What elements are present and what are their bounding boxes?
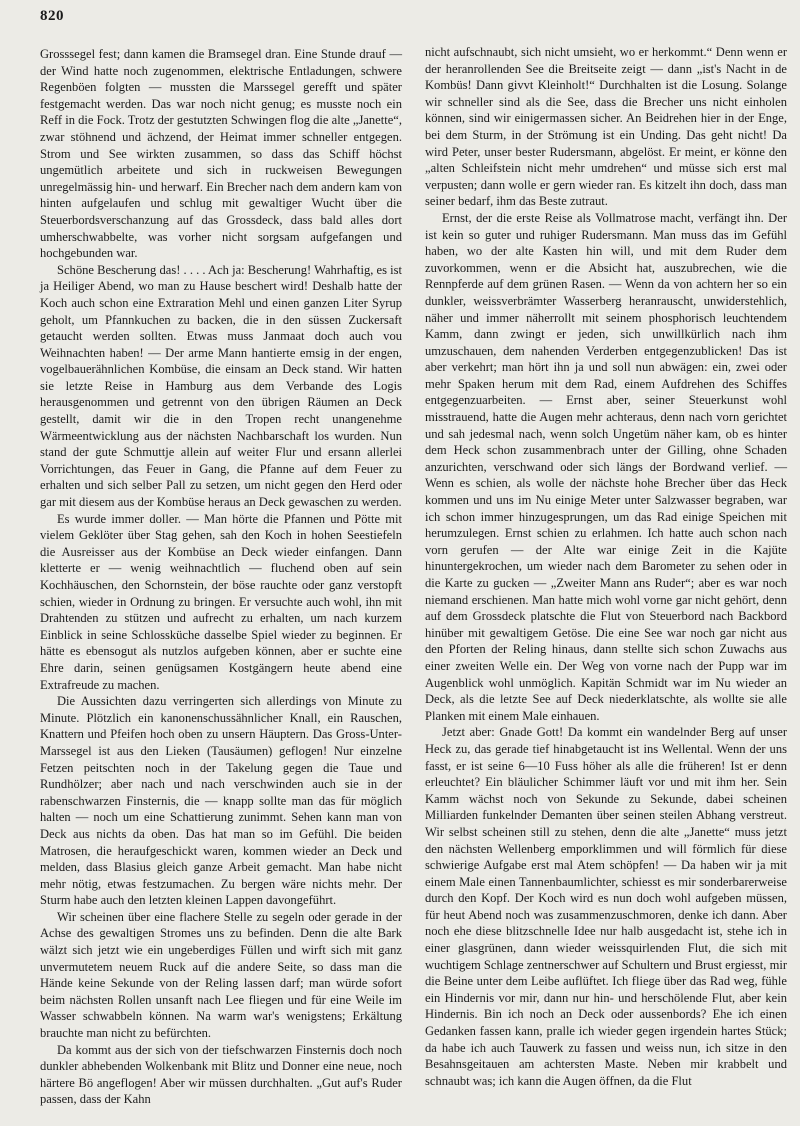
paragraph: Jetzt aber: Gnade Gott! Da kommt ein wandelnder Berg auf unser Heck zu, das gerade tief hinabgetaucht ist ins Wellental. Wenn der uns fasst, er ist seine 6—10 Fuss höher als alle die früheren! Ist er denn erleuchtet? Ein bläulicher Schimmer läuft vor und mit ihm her. Sein Kamm wächst noch von Sekunde zu Sekunde, dabei scheinen Milliarden funkelnder Demanten über seinen steilen Abhang verstreut. Wir selbst scheinen still zu stehen, denn die alte „Janette“ muss jetzt den nächsten Wellenberg emporklimmen und will förmlich für diese schwierige Aufgabe erst mal Atem schöpfen! — Da haben wir ja mit einem Male einen Tannenbaumlichter, schiesst es mir sonderbarerweise durch den Kopf. Der Koch wird es nun doch wohl aufgeben müssen, für heut Abend noch was zusammenzuschmoren, denke ich dann. Aber noch ehe diese blitzschnelle Idee nur halb ausgedacht ist, stehe ich in einer glasgrünen, dann wieder weissquirlenden Flut, die sich mit wuchtigem Schlage zentnerschwer auf Schultern und Brust ergiesst, mir die Beine unter dem Leibe auflüftet. Ich fliege über das Rad weg, fühle ein Hindernis vor mir, dann nur hin- und herschölende Flut, aber kein Hindernis. Bin ich noch an Deck oder aussenbords? Ehe ich einen Gedanken fassen kann, pralle ich wieder gegen irgendein hartes Stück; da habe ich auch Tauwerk zu fassen und weiss nun, ich sitze in den Besahnsgeitauen am achtersten Maste. Neben mir krabbelt und schnaubt was; ich kann die Augen öffnen, da die Flut <box>425 725 787 1088</box>
left-column <box>40 46 402 1108</box>
paragraph: Ernst, der die erste Reise als Vollmatrose macht, verfängt ihn. Der ist kein so guter und ruhiger Rudersmann. Man muss das im Gefühl haben, wo der alte Kasten hin will, und mit dem Ruder dem zuvorkommen, wenn er die Absicht hat, auszubrechen, wie die Rennpferde auf dem grünen Rasen. — Wenn da von achtern her so ein dunkler, weissverbrämter Wasserberg heranrauscht, unwiderstehlich, näher und immer näherrollt mit seinem phosphorisch leuchtendem Kamm, dann zwingt er jeden, sich unwillkürlich nach ihm umzuschauen, dem nahenden Verderben entgegenzublicken! Das ist aber verkehrt; man hört ihn ja und soll nun abwägen: ein, zwei oder mehr Spaken herum mit dem Rad, einem Aufdrehen des Schiffes entgegenzuarbeiten. — Ernst aber, seiner Steuerkunst wohl misstrauend, hatte die Augen mehr achteraus, denn nach vorn gerichtet und sah jedesmal nach, wenn solch Ungetüm näher kam, ob es hinter dem Heck schon zusammenbrach unter der Gilling, ohne Schaden anzurichten, verschwand oder sich längs der Bordwand verlief. — Wenn es schien, als wolle der nächste hohe Brecher über das Heck kommen und uns im Nu einige Meter unter Salzwasser begraben, war ich schon immer hinzugesprungen, um das Rad einige Speichen mit herumzulegen. Ernst schien zu erlahmen. Ich hatte auch schon nach vorn gerufen — der Alte war einige Zeit in die Kajüte hinuntergekrochen, um wieder nach dem Barometer zu sehen oder in die Karte zu gucken — „Zweiter Mann ans Ruder“; aber es war noch niemand erschienen. Man hatte mich wohl vorne gar nicht gehört, denn auf dem Grossdeck platschte die Flut von Steuerbord nach Backbord hinüber mit gewaltigem Getöse. Die eine See war noch gar nicht aus den Pforten der Reling hinaus, dann stellte sich schon Zuwachs aus einer zweiten Welle ein. Der Weg von vorne nach der Pupp war im Augenblick wohl unmöglich. Kapitän Schmidt war im Nu wieder an Deck, als die letzte See auf Deck niederklatschte, als wollte sie alle Planken mit einem Male einhauen. <box>425 210 787 723</box>
paragraph: nicht aufschnaubt, sich nicht umsieht, wo er herkommt.“ Denn wenn er der heranrollenden See die Breitseite zeigt — dann „ist's Nacht in de Kombüs! Dann givvt Kleinholt!“ Durchhalten ist die Losung. Solange wir schneller sind als die See, dass die Brecher uns nicht einholen können, sind wir einigermassen sicher. An Beidrehen hier in der Enge, bei dem Sturm, in der Strömung ist ein Unding. Das geht nicht! Da wird Peter, unser bester Rudersmann, abgelöst. Er meint, er könne den „alten Schleifstein nicht mehr umdrehen“ und müsse sich erst mal verpusten; dann wolle er gern wieder ran. Es kitzelt ihn doch, dass man seiner bedarf, ihm das Beste zutraut. <box>425 45 787 209</box>
paragraph: Da kommt aus der sich von der tiefschwarzen Finsternis doch noch dunkler abhebenden Wolkenbank mit Blitz und Donner eine neue, noch härtere Bö angeflogen! Aber wir müssen durchhalten. „Gut auf's Ruder passen, dass der Kahn <box>40 1042 402 1107</box>
paragraph: Schöne Bescherung das! . . . . Ach ja: Bescherung! Wahrhaftig, es ist ja Heiliger Abend, wo man zu Hause beschert wird! Deshalb hatte der Koch auch schon eine Extraration Mehl und einen ganzen Liter Syrup geholt, um Pfannkuchen zu backen, die in den süssen Zuckersaft getaucht werden sollten. Etwas muss Janmaat doch auch vou Weihnachten haben! — Der arme Mann hantierte emsig in der engen, vogelbauerähnlichen Kombüse, die einsam an Deck stand. Wir hatten sie letzte Reise in Hamburg aus dem Verbande des Logis herausgenommen und getrennt von den übrigen Räumen an Deck gestellt, damit wir die in den Tropen recht unangenehme Wärmeentwicklung aus der nächsten Nachbarschaft los wurden. Nun stand der gute Schmuttje allein auf weiter Flur und ersann allerlei Vorrichtungen, das Feuer in Gang, die Pfanne auf dem Feuer zu erhalten und sich selber Pall zu setzen, um nicht gegen den Herd oder gar mit diesem aus der Kombüse heraus an Deck gewaschen zu werden. <box>40 262 402 510</box>
paragraph: Wir scheinen über eine flachere Stelle zu segeln oder gerade in der Achse des gewaltigen Stromes uns zu befinden. Denn die alte Bark wälzt sich jetzt wie ein ungeberdiges Füllen und wirft sich mit ganz unvermutetem neuem Ruck auf die andere Seite, so dass man die Hände keine Sekunde von der Reling lassen darf; man würde sofort beim nächsten Rollen unsanft nach Lee fliegen und für eine Weile im Wasser schwabbeln können. Na warm war's wenigstens; Erkältung brauchte man nicht zu befürchten. <box>40 909 402 1041</box>
paragraph: Es wurde immer doller. — Man hörte die Pfannen und Pötte mit vielem Geklöter über Stag gehen, sah den Koch in hohen Seestiefeln die Ausreisser aus der Kombüse an Deck wieder einfangen. Dann kletterte er — wenig weihnachtlich — fluchend oben auf sein Kochhäuschen, den Schornstein, der böse rauchte oder ganz verstopft schien, wieder in Ordnung zu bringen. Er versuchte auch wohl, ihn mit Drahtenden zu stützen und aufrecht zu erhalten, um nach kurzem Einblick in seine Schlossküche dasselbe Spiel wieder zu beginnen. Er hätte es ebensogut als nutzlos aufgeben können, aber er suchte eine Ehre darin, seinen genügsamen Kostgängern heute abend eine Extrafreude zu machen. <box>40 511 402 692</box>
right-column <box>425 44 787 1089</box>
page-number: 820 <box>40 8 64 24</box>
paragraph: Die Aussichten dazu verringerten sich allerdings von Minute zu Minute. Plötzlich ein kanonenschussähnlicher Knall, ein Rauschen, Knattern und Pfeifen hoch oben zu unsern Häuptern. Das Gross-Unter-Marssegel ist aus den Lieken (Tausäumen) geflogen! Nur einzelne Fetzen peitschten noch in der Takelung gegen die Taue und Rundhölzer; aber nach und nach verschwinden auch sie in der rabenschwarzen Finsternis, die — knapp sollte man das für möglich halten — noch um eine Schattierung zunimmt. Sehen kann man von Deck aus nichts da oben. Das hat man so im Gefühl. Die beiden Matrosen, die heraufgeschickt waren, kommen wieder an Deck und melden, dass Blasius gleich ganze Arbeit gemacht. Man habe nicht mehr nötig, etwas festzumachen. Zu bergen wäre nichts mehr. Der Sturm habe auch den letzten kleinen Lappen davongeführt. <box>40 694 402 908</box>
paragraph: Grosssegel fest; dann kamen die Bramsegel dran. Eine Stunde drauf — der Wind hatte noch zugenommen, elektrische Entladungen, schwere Regenböen folgten — mussten die Marssegel gerefft und später festgemacht werden. Das war noch nicht genug; es musste noch ein Reff in die Fock. Trotz der gestutzten Schwingen flog die alte „Janette“, zwar stöhnend und ächzend, der Heimat immer schneller entgegen. Strom und See wirkten zusammen, so dass das Schiff höchst ungemütlich arbeitete und sich in ruckweisen Bewegungen unregelmässig hin- und herwarf. Ein Brecher nach dem andern kam von hinten aufgelaufen und schlug mit gewaltiger Wucht über die Steuerbordsverschanzung auf das Grossdeck, dass bald alles dort umherschwabbelte, was vorher nicht sorgsam aufgefangen und hochgebunden war. <box>40 47 402 261</box>
